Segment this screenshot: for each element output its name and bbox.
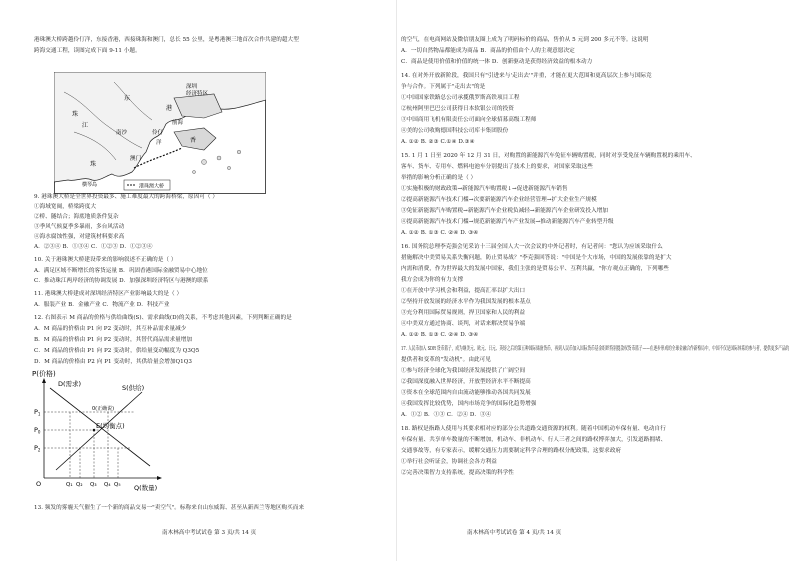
chart-zero-label: 0(正确说): [92, 406, 115, 412]
chart-q-tick: Q₄: [104, 482, 111, 488]
map-label-jiang: 江: [82, 122, 89, 129]
pearl-river-delta-map: [54, 72, 266, 194]
right-text-line: 措施解决中美贸易关系失衡问题，防止贸易战？"李克强回答说："中国是个大市场，中国的发展依靠的是扩大: [401, 255, 672, 261]
right-text-line: ①中国国家铁路总公司承揽俄罗斯高铁项目工程: [401, 95, 520, 101]
right-text-line: 提供者和变革的"发动机"。由此可见: [401, 357, 491, 363]
map-label-yang: 洋: [156, 140, 162, 146]
map-label-hengqin: 横琴岛: [82, 182, 98, 188]
right-text-line: ②坚持开放发展的经济水平作为我国发展的根本基点: [401, 299, 531, 305]
chart-q-tick: Q₅: [114, 482, 121, 488]
map-label-nansha: 南沙: [116, 130, 128, 136]
q12-line: 12. 右图表示 M 商品的价格与供给曲线(S)、需求曲线(D)的关系，不考虑其他因素，下列判断正确的是: [34, 315, 292, 321]
q10-line: 10. 关于港珠澳大桥建设带来的影响叙述不正确的是（ ）: [34, 257, 177, 263]
chart-q-tick: Q₃: [90, 482, 97, 488]
right-text-line: C．商品是使用价值和价值的统一体 D．创新驱动是获得经济效益的根本动力: [401, 59, 593, 65]
intro-line-1: 港珠澳大桥跨越伶仃洋，东接香港，西接珠海和澳门，总长 55 公里，是粤港澳三地首次合作共建的超大型: [34, 37, 299, 43]
chart-p0: $P_0$: [34, 426, 41, 435]
q12-option: A．M 商品的价格由 P1 向 P2 变动时，其互补品需求量减少: [34, 326, 187, 332]
q12-option: B．M 商品的价格由 P1 向 P2 变动时，其替代商品需求量增加: [34, 337, 193, 343]
right-text-line: 的空气，在电商网站及微信朋友圈上成为了明码标价的商品，售价从 5 元到 200 多元不等。这说明: [401, 37, 649, 43]
intro-line-2: 跨海交通工程，读图完成下面 9-11 小题。: [34, 48, 141, 54]
map-label-qianhai: 前海: [172, 120, 184, 126]
chart-q-tick: Q₂: [76, 482, 83, 488]
chart-p2: $P_2$: [34, 444, 41, 453]
chart-q-tick: Q₁: [66, 482, 73, 488]
right-text-line: A. ①② B. ①③ C. ②④ D. ③④: [401, 332, 479, 338]
chart-e-label: E(均衡点): [96, 422, 125, 430]
page-footer-right: 南木林高中考试试卷 第 4 页/共 14 页: [467, 530, 562, 536]
right-text-line: ④我国发挥比较优势，国内市场竞争的国际化趋势增强: [401, 401, 537, 407]
right-text-line: ①举行社会听证会，协调社会各方利益: [401, 459, 497, 465]
right-text-line: A．①② B．①③ C．②④ D．③④: [401, 412, 492, 418]
right-text-line: ④中美双方通过协商、谈判，对话来解决贸易争端: [401, 321, 526, 327]
right-text-line: ④美的公司收购德国科技公司库卡集团股份: [401, 128, 509, 134]
map-label-zhuhai: 珠: [90, 161, 97, 168]
right-text-line: 18. 路权是指路人使用与其要求相对应的部分公共道路交通资源的权利。随着中国机动车保有量、电动自行: [401, 426, 666, 432]
chart-x-title: Q(数量): [134, 484, 158, 492]
chart-y-title: P(价格): [32, 370, 56, 378]
map-label-lingding: 伶仃: [152, 130, 164, 136]
map-label-macao: 澳门: [130, 156, 142, 162]
q9-option: ③季风气候夏季多暴雨，多台风活动: [34, 224, 125, 230]
q9-answers: A．②③④ B．①③④ C．①②③ D．①②③④: [34, 244, 153, 250]
right-text-line: ②杭州阿里巴巴公司获得日本软银公司的投资: [401, 106, 514, 112]
right-text-line: ③充分利用国际贸易规则，捍卫国家和人民的利益: [401, 310, 526, 316]
right-text-line: 我方会成为你的有力支撑: [401, 277, 464, 283]
right-text-line: 17. 人民币加入 SDR 货币篮子，成为继美元、欧元、日元、英镑之后的第五种国际储备货币，再到人民币加入国际货币基金组织特别提款权货币篮子——在逐步形成的全球金融合作新格局中，中国不仅是国际体系的参与者，提供更多产品的: [401, 346, 790, 352]
q9-option: ②桥、隧结合；海底地质条件复杂: [34, 214, 119, 220]
chart-origin: O: [36, 480, 42, 488]
right-text-line: 14. 在对外开放新阶段，我国只有"引进来与'走出去'"并重，才能在更大范围和更高层次上参与国际竞: [401, 73, 652, 79]
q11-line: 11. 港珠澳大桥建成对深圳经济特区产业影响最大的是（ ）: [34, 291, 183, 297]
right-text-line: A．一切自然物品都能成为商品 B．商品的价值由个人的主观意愿决定: [401, 48, 575, 54]
right-text-line: 16. 国务院总理李克强会见采访十三届全国人大一次会议的中外记者时，有记者问："您认为应该采取什么: [401, 244, 663, 250]
q9-option: ④海水腐蚀性强，对建筑材料要求高: [34, 234, 125, 240]
q10-answers: C．推动珠江两岸经济的协调发展 D．加强深圳经济特区与港澳的联系: [34, 278, 209, 284]
page-footer-left: 南木林高中考试试卷 第 3 页/共 14 页: [162, 530, 257, 536]
right-text-line: A. ①② B. ①③ C. ②④ D. ③④: [401, 230, 479, 236]
shenzhen-zone: [174, 94, 222, 118]
map-legend-bridge: 港珠澳大桥: [139, 183, 165, 190]
right-text-line: ②我国深度融入世界经济，开放型经济水平不断提高: [401, 379, 531, 385]
chart-p1: $P_1$: [34, 408, 41, 417]
supply-demand-chart: [30, 366, 180, 496]
right-text-line: ②完善决策智力支持系统，提高决策的科学性: [401, 470, 514, 476]
right-text-line: ①参与经济全球化为我国经济发展提供了广阔空间: [401, 368, 526, 374]
q13-line: 13. 频发的雾霾天气催生了一个新的商品交易一"卖空气"。标称来自山东威海、甚至从新西兰等地区购买而来: [34, 505, 305, 511]
q12-option: C．M 商品的价格由 P1 向 P2 变动时，供给量变动幅度为 Q3Q5: [34, 348, 200, 354]
right-text-line: 交通事故等，有专家表示，缓解交通压力需要制定科学合理的路权分配政策，这要求政府: [401, 448, 622, 454]
q9-option: ①海域宽阔，桥梁跨度大: [34, 204, 97, 210]
right-text-line: ④提高新能源汽车技术门槛→规范新能源汽车产业发展→推动新能源汽车产业转型升级: [401, 219, 614, 225]
q12-option: D．M 商品的价格由 P2 向 P1 变动时，其供给量会增加Q1Q3: [34, 359, 193, 365]
right-text-line: ①实施积极的财政政策→新能源汽车购置税↓→促进新能源汽车销售: [401, 186, 568, 192]
map-label-hong: 香: [190, 137, 197, 144]
right-text-line: ③免征新能源汽车购置税→新能源汽车企业税负减轻→新能源汽车企业研发投入增加: [401, 208, 609, 214]
right-text-line: ③中国商用飞机有限责任公司面向全球招募高级工程师: [401, 117, 537, 123]
supply-curve: [56, 392, 142, 470]
right-text-line: 15. 1 月 1 日至 2020 年 12 月 31 日，对购置的新能源汽车免征车辆购置税，同时对享受免征车辆购置税的乘用车、: [401, 153, 696, 159]
q11-answers: A．服装产业 B．金融产业 C．物流产业 D．科技产业: [34, 302, 170, 308]
chart-s-label: S(供给): [122, 384, 145, 392]
right-text-line: A. ①② B. ②③ C.①④ D.③④: [401, 139, 475, 145]
q10-answers: A．满足区域不断增长的客货运量 B．巩固香港国际金融贸易中心地位: [34, 268, 208, 274]
right-text-line: 客车、货车、专用车、燃料电池车分别提出了技术上的要求，对国家采取这些: [401, 164, 593, 170]
map-label-zhu: 珠: [72, 111, 79, 118]
chart-d-label: D(需求): [58, 380, 82, 388]
map-label-shenzhen: 深圳经济特区: [186, 84, 209, 97]
right-text-line: ③资本在全球范围内自由流动能够推动各国共同发展: [401, 390, 531, 396]
map-label-port: 港: [166, 105, 173, 112]
map-label-dong: 东: [124, 95, 131, 102]
right-text-line: 车保有量、共享单车数量的不断增加，机动车、非机动车、行人三者之间的路权博弈加大，引发道路拥堵、: [401, 437, 667, 443]
right-text-line: 争与合作。下列属于"走出去"的是: [401, 84, 486, 90]
right-page: [397, 0, 794, 561]
q9-line: 9. 港珠澳大桥是全世界投资最多、施工难度最大的跨海桥梁，原因可（ ）: [34, 194, 219, 200]
right-text-line: ①在开放中学习机会和利益，提高汇率以扩大出口: [401, 288, 526, 294]
right-text-line: 举措的影响分析正确的是（ ）: [401, 175, 477, 181]
right-text-line: 内需和消费，作为世界最大的发展中国家，我们主张的是贸易公平、互利共赢，"你方观点正确的，下列哪些: [401, 266, 669, 272]
right-text-line: ②提高新能源汽车技术门槛→次要新能源汽车企业经营管理→扩大企业生产规模: [401, 197, 597, 203]
